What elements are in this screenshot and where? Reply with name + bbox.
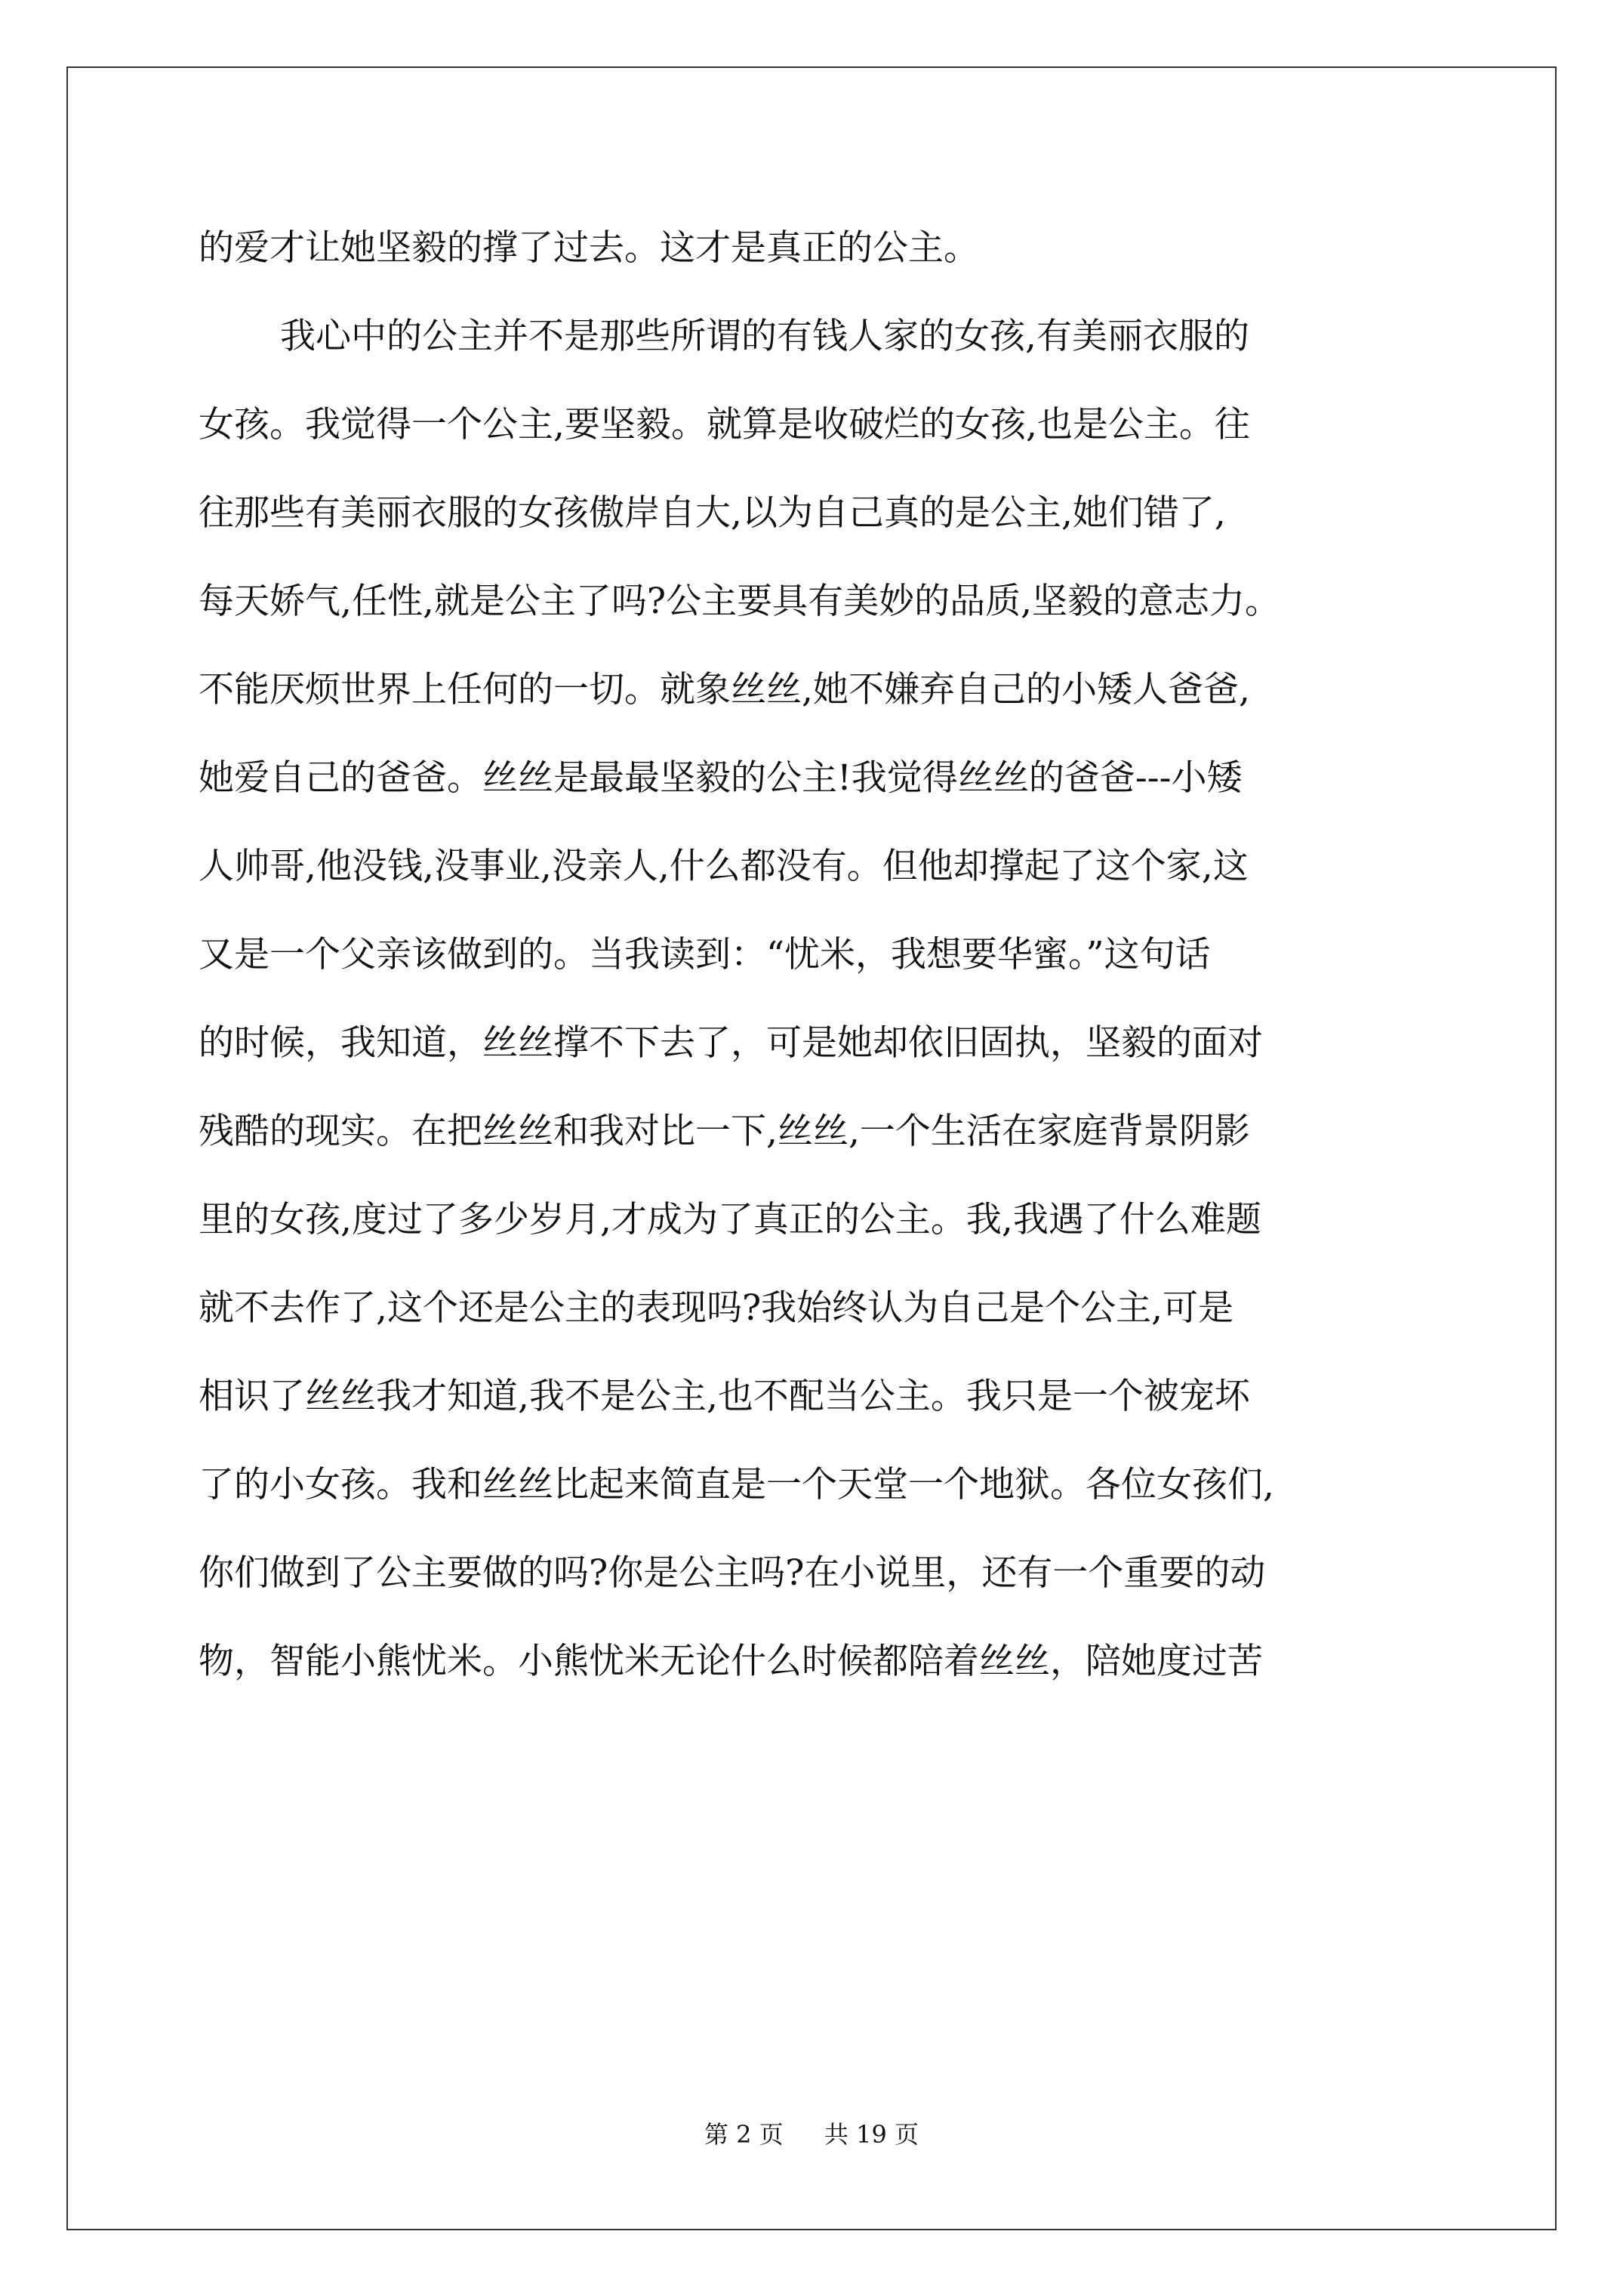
text-line-5: 每天娇气,任性,就是公主了吗?公主要具有美妙的品质,坚毅的意志力。: [199, 581, 1281, 622]
text-line-6: 不能厌烦世界上任何的一切。就象丝丝,她不嫌弃自己的小矮人爸爸,: [199, 669, 1250, 710]
text-line-15: 了的小女孩。我和丝丝比起来简直是一个天堂一个地狱。各位女孩们,: [199, 1464, 1274, 1505]
text-line-10: 的时候，我知道，丝丝撑不下去了，可是她却依旧固执，坚毅的面对: [199, 1022, 1263, 1064]
text-line-1: 的爱才让她坚毅的撑了过去。这才是真正的公主。: [199, 227, 979, 269]
page-footer: [0, 2116, 1623, 2150]
total-pages: 共 19 页: [824, 2120, 919, 2149]
text-line-9: 又是一个父亲该做到的。当我读到：“忧米，我想要华蜜。”这句话: [199, 934, 1211, 975]
text-line-16: 你们做到了公主要做的吗?你是公主吗?在小说里，还有一个重要的动: [199, 1552, 1266, 1594]
text-line-12: 里的女孩,度过了多少岁月,才成为了真正的公主。我,我遇了什么难题: [199, 1199, 1261, 1240]
text-line-7: 她爱自己的爸爸。丝丝是最最坚毅的公主!我觉得丝丝的爸爸---小矮: [199, 757, 1243, 799]
text-line-8: 人帅哥,他没钱,没事业,没亲人,什么都没有。但他却撑起了这个家,这: [199, 846, 1249, 887]
text-line-13: 就不去作了,这个还是公主的表现吗?我始终认为自己是个公主,可是: [199, 1287, 1234, 1329]
text-line-2: 我心中的公主并不是那些所谓的有钱人家的女孩,有美丽衣服的: [280, 316, 1249, 357]
text-line-4: 往那些有美丽衣服的女孩傲岸自大,以为自己真的是公主,她们错了,: [199, 492, 1226, 534]
page-number: 第 2 页: [704, 2120, 784, 2149]
document-body: [199, 204, 1437, 1706]
text-line-14: 相识了丝丝我才知道,我不是公主,也不配当公主。我只是一个被宠坏: [199, 1376, 1250, 1417]
text-line-3: 女孩。我觉得一个公主,要坚毅。就算是收破烂的女孩,也是公主。往: [199, 404, 1250, 445]
text-line-11: 残酷的现实。在把丝丝和我对比一下,丝丝,一个生活在家庭背景阴影: [199, 1111, 1250, 1152]
text-line-17: 物，智能小熊忧米。小熊忧米无论什么时候都陪着丝丝，陪她度过苦: [199, 1641, 1263, 1682]
